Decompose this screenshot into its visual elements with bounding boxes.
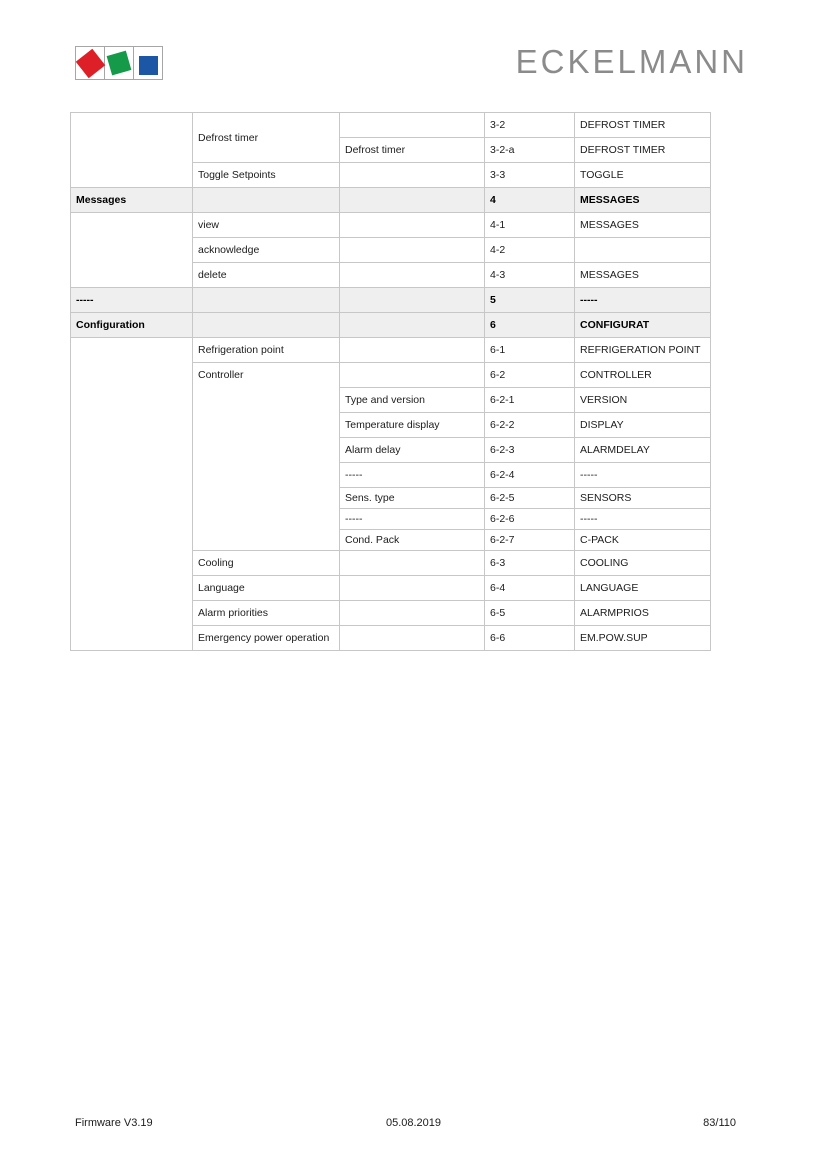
menu-level2-cell: Emergency power operation: [193, 626, 340, 651]
menu-code-cell: 4-1: [485, 213, 575, 238]
menu-level1-cell: -----: [71, 288, 193, 313]
menu-code-cell: 6-6: [485, 626, 575, 651]
menu-level2-cell: Controller: [193, 363, 340, 551]
brand-wordmark: ECKELMANN: [515, 43, 748, 80]
blue-square-icon: [139, 56, 158, 75]
table-row: [71, 213, 711, 238]
menu-level3-cell: Cond. Pack: [340, 530, 485, 551]
display-text-cell: MESSAGES: [575, 263, 711, 288]
menu-level2-cell: Language: [193, 576, 340, 601]
menu-code-cell: 3-2-a: [485, 138, 575, 163]
empty-cell: [193, 288, 340, 313]
display-text-cell: CONTROLLER: [575, 363, 711, 388]
empty-cell: [340, 113, 485, 138]
display-text-cell: SENSORS: [575, 488, 711, 509]
empty-cell: [340, 263, 485, 288]
display-text-cell: COOLING: [575, 551, 711, 576]
display-text-cell: DEFROST TIMER: [575, 113, 711, 138]
empty-cell: [71, 213, 193, 288]
menu-code-cell: 4-2: [485, 238, 575, 263]
section-row: [71, 288, 711, 313]
empty-cell: [340, 313, 485, 338]
menu-level2-cell: Refrigeration point: [193, 338, 340, 363]
menu-code-cell: 4-3: [485, 263, 575, 288]
menu-code-cell: 6-3: [485, 551, 575, 576]
display-text-cell: CONFIGURAT: [575, 313, 711, 338]
menu-level2-cell: Toggle Setpoints: [193, 163, 340, 188]
menu-code-cell: 5: [485, 288, 575, 313]
menu-code-cell: 6-1: [485, 338, 575, 363]
display-text-cell: LANGUAGE: [575, 576, 711, 601]
footer-page-number: 83/110: [703, 1117, 736, 1129]
empty-cell: [193, 188, 340, 213]
menu-code-cell: 6-2-6: [485, 509, 575, 530]
red-square-icon: [75, 48, 104, 77]
menu-level1-cell: Configuration: [71, 313, 193, 338]
empty-cell: [340, 363, 485, 388]
display-text-cell: ALARMPRIOS: [575, 601, 711, 626]
empty-cell: [340, 188, 485, 213]
empty-cell: [340, 163, 485, 188]
menu-code-cell: 6: [485, 313, 575, 338]
menu-code-cell: 3-3: [485, 163, 575, 188]
menu-code-cell: 4: [485, 188, 575, 213]
menu-code-cell: 3-2: [485, 113, 575, 138]
display-text-cell: VERSION: [575, 388, 711, 413]
menu-code-cell: 6-2: [485, 363, 575, 388]
display-text-cell: -----: [575, 463, 711, 488]
empty-cell: [340, 338, 485, 363]
display-text-cell: REFRIGERATION POINT: [575, 338, 711, 363]
display-text-cell: DISPLAY: [575, 413, 711, 438]
empty-cell: [340, 551, 485, 576]
empty-cell: [71, 338, 193, 651]
menu-level3-cell: Type and version: [340, 388, 485, 413]
display-text-cell: ALARMDELAY: [575, 438, 711, 463]
section-row: [71, 188, 711, 213]
section-row: [71, 313, 711, 338]
display-text-cell: C-PACK: [575, 530, 711, 551]
menu-level3-cell: -----: [340, 463, 485, 488]
logo-cell-blue: [133, 46, 163, 80]
display-text-cell: [575, 238, 711, 263]
empty-cell: [340, 238, 485, 263]
display-text-cell: EM.POW.SUP: [575, 626, 711, 651]
menu-level2-cell: delete: [193, 263, 340, 288]
eckelmann-logo: [75, 46, 163, 80]
table-row: [71, 338, 711, 363]
menu-code-cell: 6-2-7: [485, 530, 575, 551]
empty-cell: [340, 576, 485, 601]
menu-level2-cell: Alarm priorities: [193, 601, 340, 626]
menu-level3-cell: -----: [340, 509, 485, 530]
menu-level2-cell: acknowledge: [193, 238, 340, 263]
menu-level2-cell: Cooling: [193, 551, 340, 576]
display-text-cell: DEFROST TIMER: [575, 138, 711, 163]
menu-code-cell: 6-2-1: [485, 388, 575, 413]
menu-level2-cell: view: [193, 213, 340, 238]
empty-cell: [340, 626, 485, 651]
menu-code-cell: 6-4: [485, 576, 575, 601]
menu-level1-cell: Messages: [71, 188, 193, 213]
menu-code-cell: 6-2-4: [485, 463, 575, 488]
table-row: [71, 113, 711, 138]
menu-structure-table: [70, 112, 711, 651]
display-text-cell: MESSAGES: [575, 213, 711, 238]
menu-level3-cell: Temperature display: [340, 413, 485, 438]
display-text-cell: TOGGLE: [575, 163, 711, 188]
empty-cell: [340, 601, 485, 626]
display-text-cell: -----: [575, 509, 711, 530]
menu-code-cell: 6-2-5: [485, 488, 575, 509]
footer-date: 05.08.2019: [385, 1117, 442, 1129]
menu-code-cell: 6-5: [485, 601, 575, 626]
page-footer: [0, 1117, 827, 1133]
display-text-cell: MESSAGES: [575, 188, 711, 213]
menu-level2-cell: Defrost timer: [193, 113, 340, 163]
empty-cell: [193, 313, 340, 338]
footer-firmware-version: Firmware V3.19: [75, 1117, 153, 1129]
logo-cell-red: [75, 46, 105, 80]
menu-code-cell: 6-2-3: [485, 438, 575, 463]
empty-cell: [340, 213, 485, 238]
menu-level3-cell: Alarm delay: [340, 438, 485, 463]
logo-cell-green: [104, 46, 134, 80]
menu-code-cell: 6-2-2: [485, 413, 575, 438]
display-text-cell: -----: [575, 288, 711, 313]
menu-level3-cell: Defrost timer: [340, 138, 485, 163]
empty-cell: [340, 288, 485, 313]
menu-level3-cell: Sens. type: [340, 488, 485, 509]
empty-cell: [71, 113, 193, 188]
green-square-icon: [107, 51, 132, 76]
